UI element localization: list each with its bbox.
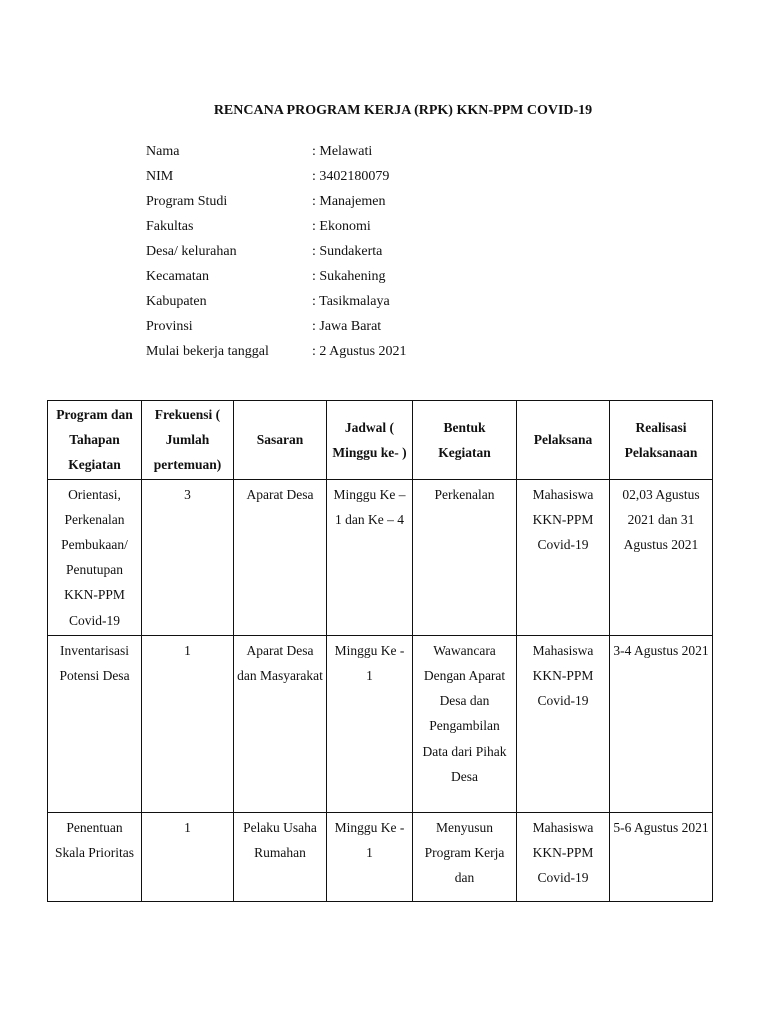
header-sasaran: Sasaran bbox=[234, 401, 327, 480]
info-value: : Tasikmalaya bbox=[312, 294, 390, 309]
info-value: : 3402180079 bbox=[312, 169, 390, 184]
table-cell: 3-4 Agustus 2021 bbox=[610, 635, 713, 812]
table-cell: Penentuan Skala Prioritas bbox=[48, 812, 142, 901]
header-realisasi: Realisasi Pelaksanaan bbox=[610, 401, 713, 480]
table-cell: 3 bbox=[142, 479, 234, 635]
table-cell: Inventarisasi Potensi Desa bbox=[48, 635, 142, 812]
table-cell: Mahasiswa KKN-PPM Covid-19 bbox=[517, 635, 610, 812]
table-cell: Aparat Desa bbox=[234, 479, 327, 635]
table-header-row bbox=[48, 401, 713, 480]
document-title: RENCANA PROGRAM KERJA (RPK) KKN-PPM COVID-19 bbox=[213, 103, 593, 118]
table-cell: Pelaku Usaha Rumahan bbox=[234, 812, 327, 901]
info-value: : Sukahening bbox=[312, 269, 386, 284]
info-row-fakultas bbox=[146, 214, 407, 239]
info-label: Kabupaten bbox=[146, 294, 207, 309]
info-row-mulai-bekerja bbox=[146, 339, 407, 364]
info-row-provinsi bbox=[146, 314, 407, 339]
identity-list bbox=[146, 139, 407, 364]
info-label: Program Studi bbox=[146, 194, 228, 209]
table-cell: Minggu Ke - 1 bbox=[327, 812, 413, 901]
info-row-nim bbox=[146, 164, 407, 189]
table-cell: 1 bbox=[142, 635, 234, 812]
info-row-desa bbox=[146, 239, 407, 264]
info-value: : Ekonomi bbox=[312, 219, 371, 234]
table-row bbox=[48, 635, 713, 812]
header-bentuk-kegiatan: Bentuk Kegiatan bbox=[413, 401, 517, 480]
header-jadwal: Jadwal ( Minggu ke- ) bbox=[327, 401, 413, 480]
info-value: : Manajemen bbox=[312, 194, 386, 209]
info-value: : Jawa Barat bbox=[312, 319, 382, 334]
table-cell: Minggu Ke - 1 bbox=[327, 635, 413, 812]
table-cell: Orientasi, Perkenalan Pembukaan/ Penutupan KKN-PPM Covid-19 bbox=[48, 479, 142, 635]
header-program: Program dan Tahapan Kegiatan bbox=[48, 401, 142, 480]
table-cell: Menyusun Program Kerja dan bbox=[413, 812, 517, 901]
info-row-kabupaten bbox=[146, 289, 407, 314]
info-value: : Melawati bbox=[312, 144, 373, 159]
table-cell: Aparat Desa dan Masyarakat bbox=[234, 635, 327, 812]
info-label: NIM bbox=[146, 169, 174, 184]
table-cell: Minggu Ke – 1 dan Ke – 4 bbox=[327, 479, 413, 635]
table-cell: Mahasiswa KKN-PPM Covid-19 bbox=[517, 479, 610, 635]
program-table-wrapper bbox=[47, 400, 713, 902]
table-row bbox=[48, 479, 713, 635]
table-row bbox=[48, 812, 713, 901]
info-row-program-studi bbox=[146, 189, 407, 214]
header-frekuensi: Frekuensi ( Jumlah pertemuan) bbox=[142, 401, 234, 480]
info-value: : 2 Agustus 2021 bbox=[312, 344, 407, 359]
table-cell: Perkenalan bbox=[413, 479, 517, 635]
program-table bbox=[47, 400, 713, 902]
info-value: : Sundakerta bbox=[312, 244, 383, 259]
info-label: Provinsi bbox=[146, 319, 193, 334]
table-cell: 1 bbox=[142, 812, 234, 901]
table-cell: 02,03 Agustus 2021 dan 31 Agustus 2021 bbox=[610, 479, 713, 635]
header-pelaksana: Pelaksana bbox=[517, 401, 610, 480]
table-cell: Mahasiswa KKN-PPM Covid-19 bbox=[517, 812, 610, 901]
table-cell: 5-6 Agustus 2021 bbox=[610, 812, 713, 901]
info-row-kecamatan bbox=[146, 264, 407, 289]
info-label: Desa/ kelurahan bbox=[146, 244, 237, 259]
info-row-nama bbox=[146, 139, 407, 164]
info-label: Mulai bekerja tanggal bbox=[146, 344, 269, 359]
info-label: Kecamatan bbox=[146, 269, 209, 284]
info-label: Fakultas bbox=[146, 219, 194, 234]
table-cell: Wawancara Dengan Aparat Desa dan Pengambilan Data dari Pihak Desa bbox=[413, 635, 517, 812]
info-label: Nama bbox=[146, 144, 180, 159]
